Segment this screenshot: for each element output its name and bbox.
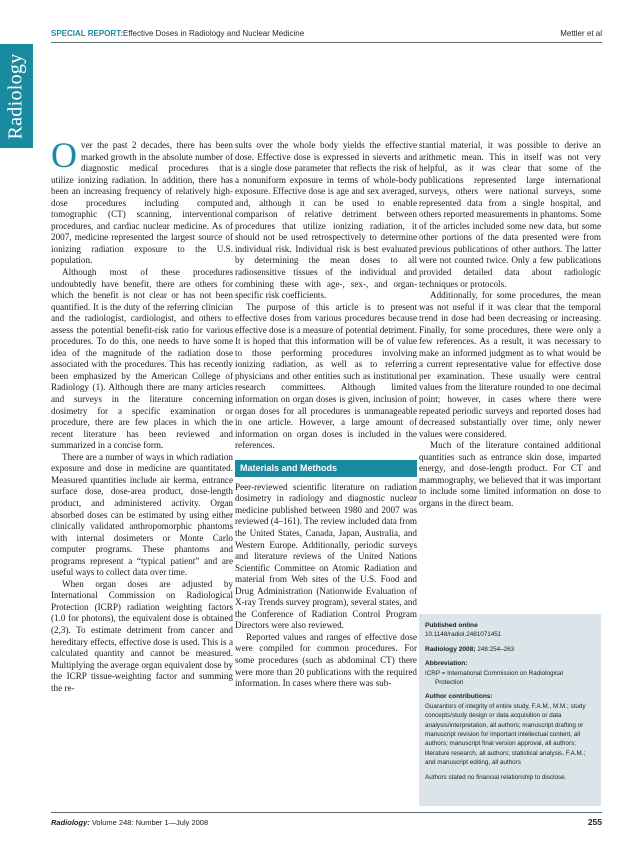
author-header: Mettler et al <box>560 29 602 38</box>
paragraph: Although most of these procedures undoubtedly have benefit, there are others for which the benefit is not clear or has not been quantified. It is the duty of the referring clinician and the radiologist, cardiologist, and others to assess the potential benefit-risk ratio for various procedures. To do this, one needs to have some idea of the magnitude of the radiation dose associated with the procedures. This has recently been emphasized by the American College of Radiology (1). Although there are many articles and surveys in the literature concerning dosimetry for a specific examination or procedure, there are few places in which the recent literature has been reviewed and summarized in a concise form. <box>51 267 233 451</box>
paragraph: stantial material, it was possible to derive an arithmetic mean. This in itself was not very helpful, as it was clear that some of the publications represented large international surveys, others were national surveys, some represented data from a single hospital, and others reported measurements in phantoms. Some of the articles included some new data, but some other portions of the data presented were from previous publications of other authors. The latter were not counted twice. Only a few publications provided detailed data about radiologic techniques or protocols. <box>419 140 601 289</box>
paragraph: There are a number of ways in which radiation exposure and dose in medicine are quantitated. Measured quantities include air kerma, entrance surface dose, dose-area product, dose-length product, and administered activity. Organ absorbed doses can be estimated by using either clinically validated anthropomorphic phantoms with internal dosimeters or Monte Carlo computer programs. These phantoms and programs represent a “typical patient” and are useful ways to collect data over time. <box>51 451 233 578</box>
section-heading-materials-methods: Materials and Methods <box>235 460 417 477</box>
paragraph: Much of the literature contained additional quantities such as entrance skin dose, imparted energy, and dose-length product. For CT and mammography, we believed that it was important to include some limited information on dose to organs in the direct beam. <box>419 440 601 508</box>
journal-side-tab-text <box>0 44 33 148</box>
paragraph: Peer-reviewed scientific literature on radiation dosimetry in radiology and diagnostic nuclear medicine published between 1980 and 2007 was reviewed (4–161). The review included data from the United States, Canada, Japan, Australia, and Western Europe. Additionally, periodic surveys and literature reviews of the United Nations Scientific Committee on Atomic Radiation and material from Web sites of the U.S. Food and Drug Administration (Nationwide Evaluation of X-ray Trends survey program), several states, and the Conference of Radiation Control Program Directors were also reviewed. <box>235 481 417 631</box>
header-rule <box>51 42 602 43</box>
footer-journal: Radiology: <box>51 818 90 827</box>
page-number: 255 <box>587 817 602 827</box>
text-column-1 <box>51 135 233 694</box>
abbreviation-label: Abbreviation: <box>425 660 468 668</box>
footer-citation <box>51 818 208 827</box>
paragraph: The purpose of this article is to present effective doses from various procedures because effective dose is a measure of potential detriment. It is hoped that this information will be of value to those performing procedures involving ionizing radiation, as well as to referring physicians and other entities such as institutional research committees. Although limited information on organ doses is given, inclusion of organ doses for all procedures is unmanageable in one article. However, a large amount of information on organ doses is included in the references. <box>235 301 417 451</box>
citation-value: 248:254–263 <box>475 645 515 653</box>
drop-cap: O <box>51 135 77 175</box>
doi-link[interactable]: 10.1148/radiol.2481071451 <box>425 631 502 639</box>
paragraph: Reported values and ranges of effective dose were compiled for common procedures. For some procedures (such as abdominal CT) there were more than 20 publications with the required information. In cases where there was sub- <box>235 631 417 689</box>
author-contributions-text: Guarantors of integrity of entire study, F.A.M., M.M.; study concepts/study design or data acquisition or data analysis/interpretation, all authors; manuscript drafting or manuscript revision for important intellectual content, all authors; manuscript final version approval, all authors; literature research, all authors; statistical analysis, F.A.M.; and manuscript editing, all authors <box>425 702 586 767</box>
published-online-label: Published online <box>425 622 478 629</box>
journal-name-vertical: Radiology <box>5 52 27 140</box>
running-header <box>51 29 304 38</box>
article-info-box <box>419 614 601 806</box>
text-column-3 <box>419 140 601 510</box>
special-report-label: SPECIAL REPORT: <box>51 29 123 38</box>
article-title-header: Effective Doses in Radiology and Nuclear Medicine <box>122 29 305 38</box>
footer-issue: Volume 248: Number 1—July 2008 <box>89 818 209 827</box>
disclosure-statement: Authors stated no financial relationship to disclose. <box>425 773 567 781</box>
paragraph: sults over the whole body yields the effective dose. Effective dose is expressed in sieverts and is a single dose parameter that reflects the risk of a nonuniform exposure in terms of whole-body exposure. Effective dose is age and sex averaged, and, although it can be used to enable comparison of relative detriment between procedures that utilize ionizing radiation, it should not be used retrospectively to determine individual risk. Individual risk is best evaluated by determining the mean doses to all radiosensitive tissues of the individual and combining these with age-, sex-, and organ-specific risk coefficients. <box>235 140 417 301</box>
paragraph: Additionally, for some procedures, the mean was not useful if it was clear that the temporal trend in dose had been decreasing or increasing. Finally, for some procedures, there were only a few references. As a result, it was necessary to make an informed judgment as to what would be a current representative value for effective dose per examination. These usually were central values from the literature rounded to one decimal point; however, in cases where there were repeated periodic surveys and reported doses had decreased substantially over time, only newer values were considered. <box>419 290 601 439</box>
text-column-2 <box>235 140 417 690</box>
abbreviation-line: ICRP = International Commission on Radiological <box>425 669 563 677</box>
paragraph: Over the past 2 decades, there has been marked growth in the absolute number of diagnostic medical procedures that utilize ionizing radiation. In addition, there has been an increasing frequency of relatively high-dose procedures including computed tomographic (CT) scanning, interventional procedures, and cardiac nuclear medicine. As of 2007, medicine represented the largest source of ionizing radiation exposure to the U.S. population. <box>51 135 233 266</box>
paragraph: When organ doses are adjusted by International Commission on Radiological Protection (ICRP) radiation weighting factors (1.0 for photons), the equivalent dose is obtained (2,3). To estimate detriment from cancer and hereditary effects, effective dose is used. This is a calculated quantity and cannot be measured. Multiplying the average organ equivalent dose by the ICRP tissue-weighting factor and summing the re- <box>51 578 233 693</box>
citation-label: Radiology 2008; <box>425 645 476 653</box>
author-contributions-label: Author contributions: <box>425 693 493 701</box>
abbreviation-line: Protection <box>435 679 464 687</box>
footer-rule <box>51 812 602 813</box>
